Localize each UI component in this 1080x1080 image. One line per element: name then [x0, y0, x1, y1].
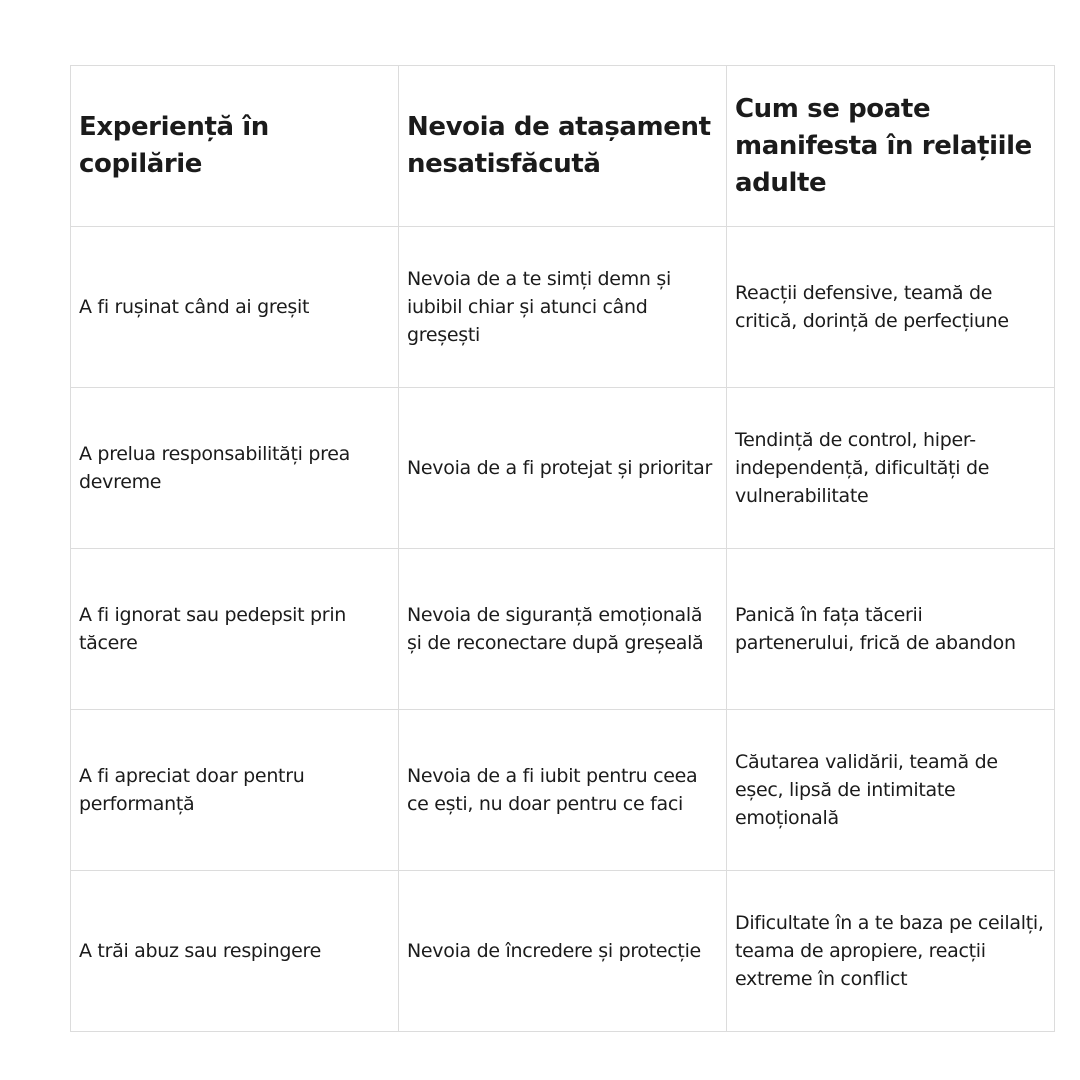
cell-adult-manifestation: Tendință de control, hiper-independență, dificultăți de vulnerabilitate [727, 388, 1055, 549]
header-unmet-attachment-need: Nevoia de atașament nesatisfăcută [399, 66, 727, 227]
table-body [71, 227, 1055, 1032]
cell-childhood-experience: A fi apreciat doar pentru performanță [71, 710, 399, 871]
table-header [71, 66, 1055, 227]
cell-unmet-need: Nevoia de a fi protejat și prioritar [399, 388, 727, 549]
cell-childhood-experience: A prelua responsabilități prea devreme [71, 388, 399, 549]
table-row [71, 549, 1055, 710]
table-row [71, 227, 1055, 388]
cell-adult-manifestation: Căutarea validării, teamă de eșec, lipsă de intimitate emoțională [727, 710, 1055, 871]
cell-unmet-need: Nevoia de siguranță emoțională și de reconectare după greșeală [399, 549, 727, 710]
cell-adult-manifestation: Panică în fața tăcerii partenerului, frică de abandon [727, 549, 1055, 710]
header-adult-relationship-manifestation: Cum se poate manifesta în relațiile adulte [727, 66, 1055, 227]
cell-adult-manifestation: Reacții defensive, teamă de critică, dorință de perfecțiune [727, 227, 1055, 388]
header-row [71, 66, 1055, 227]
cell-childhood-experience: A fi ignorat sau pedepsit prin tăcere [71, 549, 399, 710]
table-row [71, 871, 1055, 1032]
cell-unmet-need: Nevoia de a te simți demn și iubibil chiar și atunci când greșești [399, 227, 727, 388]
header-childhood-experience: Experiență în copilărie [71, 66, 399, 227]
cell-unmet-need: Nevoia de a fi iubit pentru ceea ce ești, nu doar pentru ce faci [399, 710, 727, 871]
cell-childhood-experience: A trăi abuz sau respingere [71, 871, 399, 1032]
table-row [71, 710, 1055, 871]
attachment-needs-table [70, 65, 1055, 1032]
cell-unmet-need: Nevoia de încredere și protecție [399, 871, 727, 1032]
cell-childhood-experience: A fi rușinat când ai greșit [71, 227, 399, 388]
cell-adult-manifestation: Dificultate în a te baza pe ceilalți, teama de apropiere, reacții extreme în conflict [727, 871, 1055, 1032]
table-row [71, 388, 1055, 549]
